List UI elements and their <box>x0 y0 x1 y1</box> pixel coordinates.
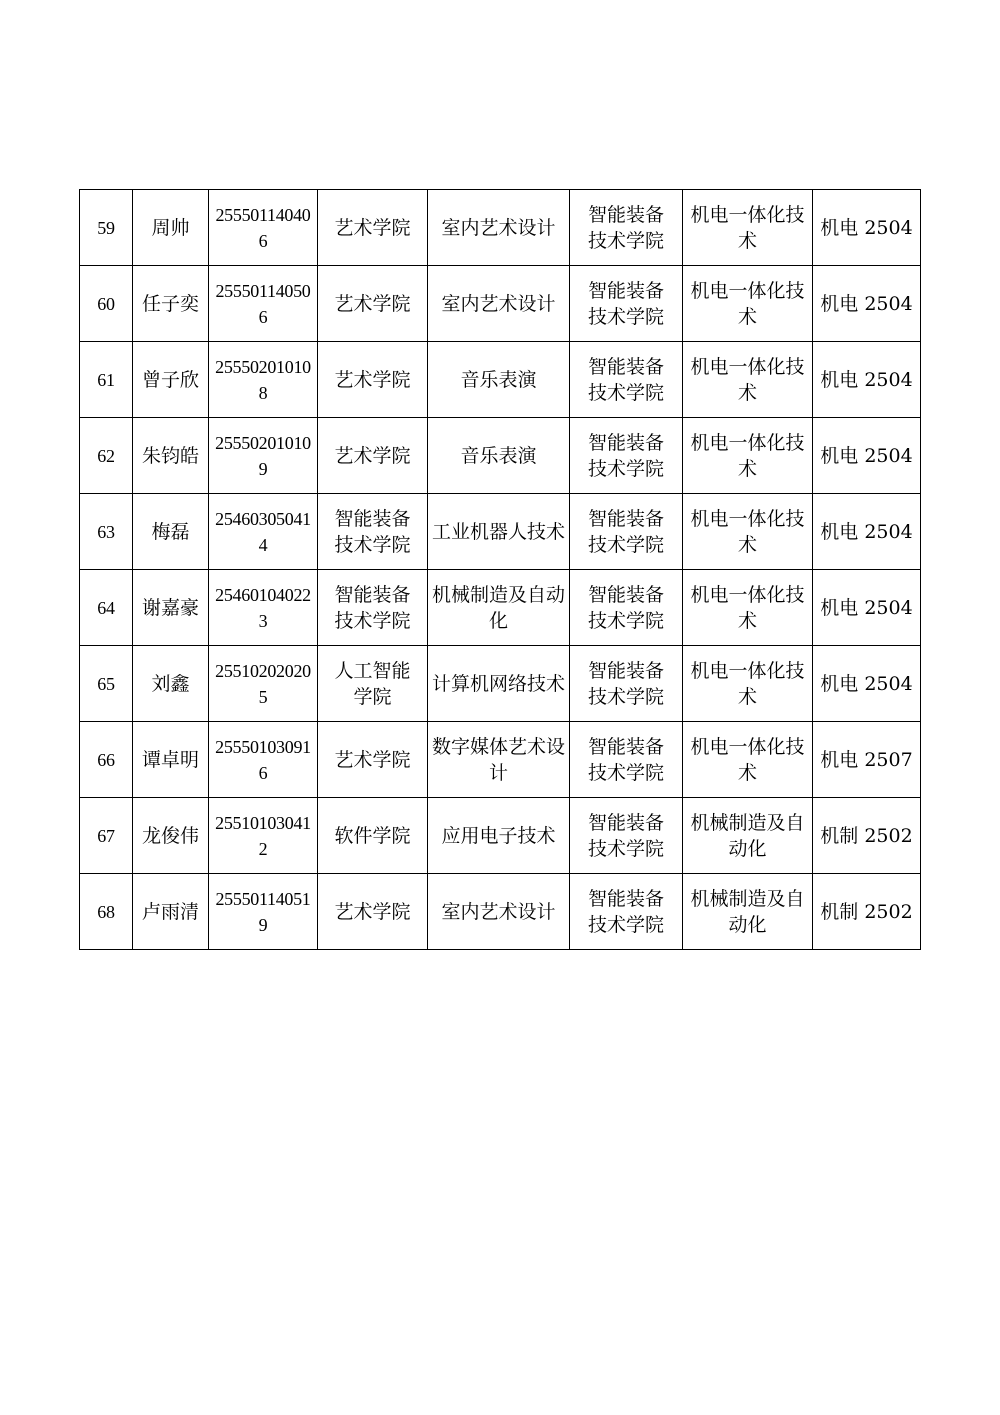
cell-original-major: 机械制造及自动化 <box>428 570 570 646</box>
cell-student-id: 255502010108 <box>209 342 318 418</box>
cell-new-college: 智能装备技术学院 <box>570 494 683 570</box>
cell-class: 机电 2507 <box>813 722 921 798</box>
cell-new-major: 机电一体化技术 <box>683 570 813 646</box>
cell-class: 机制 2502 <box>813 798 921 874</box>
cell-original-college: 艺术学院 <box>318 418 428 494</box>
table-row <box>80 646 921 722</box>
cell-class: 机电 2504 <box>813 646 921 722</box>
table-row <box>80 190 921 266</box>
cell-class: 机电 2504 <box>813 418 921 494</box>
cell-class: 机制 2502 <box>813 874 921 950</box>
cell-student-id: 255102020205 <box>209 646 318 722</box>
cell-original-college: 艺术学院 <box>318 722 428 798</box>
cell-class: 机电 2504 <box>813 494 921 570</box>
cell-original-college: 艺术学院 <box>318 874 428 950</box>
table-row <box>80 494 921 570</box>
cell-original-college: 艺术学院 <box>318 342 428 418</box>
cell-seq: 67 <box>80 798 133 874</box>
cell-original-major: 音乐表演 <box>428 342 570 418</box>
table-row <box>80 722 921 798</box>
cell-student-id: 255101030412 <box>209 798 318 874</box>
cell-class: 机电 2504 <box>813 342 921 418</box>
cell-original-major: 室内艺术设计 <box>428 190 570 266</box>
cell-new-college: 智能装备技术学院 <box>570 190 683 266</box>
cell-name: 龙俊伟 <box>133 798 209 874</box>
cell-original-major: 音乐表演 <box>428 418 570 494</box>
cell-student-id: 254603050414 <box>209 494 318 570</box>
cell-seq: 61 <box>80 342 133 418</box>
cell-original-major: 工业机器人技术 <box>428 494 570 570</box>
cell-new-major: 机械制造及自动化 <box>683 874 813 950</box>
table-row <box>80 418 921 494</box>
cell-name: 梅磊 <box>133 494 209 570</box>
cell-student-id: 255502010109 <box>209 418 318 494</box>
cell-new-major: 机电一体化技术 <box>683 266 813 342</box>
cell-original-college: 智能装备技术学院 <box>318 570 428 646</box>
cell-new-college: 智能装备技术学院 <box>570 874 683 950</box>
cell-student-id: 255501140406 <box>209 190 318 266</box>
cell-new-major: 机电一体化技术 <box>683 494 813 570</box>
cell-original-major: 计算机网络技术 <box>428 646 570 722</box>
cell-name: 谭卓明 <box>133 722 209 798</box>
cell-name: 朱钧皓 <box>133 418 209 494</box>
cell-new-college: 智能装备技术学院 <box>570 342 683 418</box>
cell-original-major: 室内艺术设计 <box>428 266 570 342</box>
cell-seq: 68 <box>80 874 133 950</box>
cell-original-major: 室内艺术设计 <box>428 874 570 950</box>
cell-seq: 63 <box>80 494 133 570</box>
cell-seq: 65 <box>80 646 133 722</box>
cell-original-college: 智能装备技术学院 <box>318 494 428 570</box>
cell-name: 谢嘉豪 <box>133 570 209 646</box>
cell-student-id: 255501030916 <box>209 722 318 798</box>
cell-seq: 59 <box>80 190 133 266</box>
cell-student-id: 255501140519 <box>209 874 318 950</box>
cell-new-college: 智能装备技术学院 <box>570 266 683 342</box>
cell-seq: 60 <box>80 266 133 342</box>
cell-class: 机电 2504 <box>813 266 921 342</box>
table-row <box>80 266 921 342</box>
cell-original-college: 软件学院 <box>318 798 428 874</box>
cell-original-college: 艺术学院 <box>318 190 428 266</box>
cell-original-college: 人工智能学院 <box>318 646 428 722</box>
cell-new-college: 智能装备技术学院 <box>570 798 683 874</box>
cell-new-major: 机电一体化技术 <box>683 722 813 798</box>
cell-new-major: 机电一体化技术 <box>683 342 813 418</box>
cell-new-college: 智能装备技术学院 <box>570 646 683 722</box>
cell-name: 刘鑫 <box>133 646 209 722</box>
cell-seq: 62 <box>80 418 133 494</box>
table-row <box>80 570 921 646</box>
cell-new-major: 机电一体化技术 <box>683 646 813 722</box>
table-row <box>80 874 921 950</box>
cell-original-major: 数字媒体艺术设计 <box>428 722 570 798</box>
cell-new-college: 智能装备技术学院 <box>570 722 683 798</box>
cell-name: 任子奕 <box>133 266 209 342</box>
cell-seq: 64 <box>80 570 133 646</box>
cell-name: 卢雨清 <box>133 874 209 950</box>
cell-seq: 66 <box>80 722 133 798</box>
table-body <box>80 190 921 950</box>
cell-class: 机电 2504 <box>813 190 921 266</box>
cell-original-college: 艺术学院 <box>318 266 428 342</box>
cell-new-major: 机电一体化技术 <box>683 418 813 494</box>
cell-name: 曾子欣 <box>133 342 209 418</box>
cell-student-id: 254601040223 <box>209 570 318 646</box>
table-row <box>80 342 921 418</box>
table-row <box>80 798 921 874</box>
cell-new-major: 机电一体化技术 <box>683 190 813 266</box>
cell-name: 周帅 <box>133 190 209 266</box>
cell-new-college: 智能装备技术学院 <box>570 418 683 494</box>
cell-class: 机电 2504 <box>813 570 921 646</box>
student-transfer-table <box>79 189 921 950</box>
cell-student-id: 255501140506 <box>209 266 318 342</box>
cell-new-major: 机械制造及自动化 <box>683 798 813 874</box>
cell-original-major: 应用电子技术 <box>428 798 570 874</box>
cell-new-college: 智能装备技术学院 <box>570 570 683 646</box>
